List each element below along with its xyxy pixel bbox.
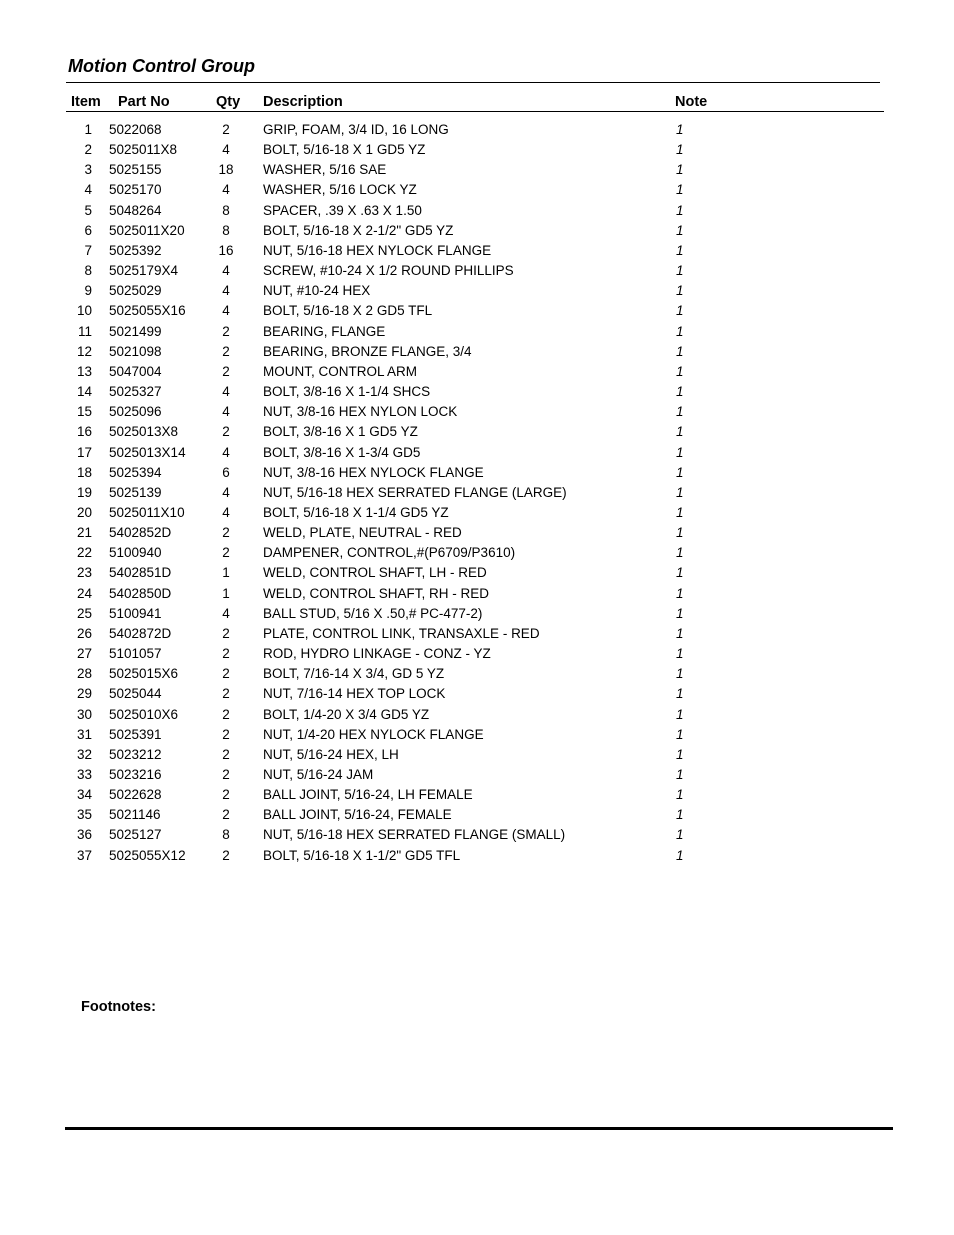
cell-qty: 8: [222, 222, 230, 238]
cell-item: 10: [76, 303, 92, 319]
page-title: Motion Control Group: [68, 56, 255, 76]
cell-qty: 8: [222, 827, 230, 843]
header-divider: [66, 111, 884, 112]
table-row: [0, 664, 954, 684]
cell-qty: 1: [222, 565, 230, 581]
cell-part-no: 5402851D: [109, 565, 172, 581]
cell-item: 4: [84, 182, 92, 198]
header-qty: Qty: [216, 94, 241, 110]
cell-description: SCREW, #10-24 X 1/2 ROUND PHILLIPS: [263, 263, 514, 279]
cell-item: 13: [76, 363, 92, 379]
cell-description: WELD, CONTROL SHAFT, LH - RED: [263, 565, 487, 581]
cell-part-no: 5402872D: [109, 625, 172, 641]
cell-note: 1: [676, 182, 684, 198]
cell-item: 25: [76, 605, 92, 621]
cell-qty: 2: [222, 525, 230, 541]
cell-description: NUT, 5/16-18 HEX SERRATED FLANGE (SMALL): [263, 827, 566, 843]
cell-item: 30: [76, 706, 92, 722]
cell-part-no: 5025013X8: [109, 424, 179, 440]
footnotes-label: Footnotes:: [81, 999, 156, 1015]
table-row: [0, 422, 954, 442]
cell-part-no: 5025096: [109, 404, 162, 420]
table-row: [0, 301, 954, 321]
table-row: [0, 846, 954, 866]
table-row: [0, 180, 954, 200]
cell-note: 1: [676, 625, 684, 641]
table-row: [0, 785, 954, 805]
cell-part-no: 5021098: [109, 343, 162, 359]
cell-qty: 6: [222, 464, 230, 480]
cell-qty: 2: [222, 847, 230, 863]
table-row: [0, 402, 954, 422]
cell-note: 1: [676, 686, 684, 702]
cell-qty: 2: [222, 666, 230, 682]
cell-qty: 2: [222, 545, 230, 561]
cell-item: 36: [76, 827, 92, 843]
table-row: [0, 563, 954, 583]
cell-note: 1: [676, 122, 684, 137]
cell-item: 37: [76, 847, 92, 863]
bottom-divider: [65, 1127, 893, 1130]
title-divider: [66, 82, 880, 83]
cell-part-no: 5025029: [109, 283, 162, 299]
cell-qty: 2: [222, 767, 230, 782]
cell-item: 11: [77, 323, 92, 339]
cell-item: 22: [76, 545, 92, 561]
cell-note: 1: [676, 384, 684, 400]
cell-part-no: 5025327: [109, 384, 162, 400]
cell-qty: 2: [222, 424, 230, 440]
cell-item: 1: [84, 122, 92, 137]
cell-part-no: 5022628: [109, 787, 162, 803]
cell-description: NUT, 5/16-18 HEX SERRATED FLANGE (LARGE): [263, 484, 567, 500]
cell-description: BOLT, 5/16-18 X 2-1/2" GD5 YZ: [263, 222, 454, 238]
cell-item: 18: [76, 464, 92, 480]
cell-qty: 2: [222, 122, 230, 137]
cell-part-no: 5025011X20: [109, 222, 185, 238]
cell-item: 9: [84, 283, 92, 299]
table-row: [0, 140, 954, 160]
cell-part-no: 5025044: [109, 686, 162, 702]
cell-note: 1: [676, 323, 684, 339]
table-row: [0, 201, 954, 221]
cell-note: 1: [676, 142, 684, 158]
cell-description: SPACER, .39 X .63 X 1.50: [263, 202, 422, 218]
cell-note: 1: [676, 767, 684, 782]
table-row: [0, 825, 954, 845]
cell-item: 15: [76, 404, 92, 420]
header-item: Item: [71, 94, 101, 110]
cell-part-no: 5100940: [109, 545, 162, 561]
cell-part-no: 5048264: [109, 202, 162, 218]
cell-note: 1: [676, 343, 684, 359]
header-part-no: Part No: [118, 94, 170, 110]
cell-description: WELD, PLATE, NEUTRAL - RED: [263, 525, 462, 541]
cell-item: 27: [76, 646, 92, 662]
cell-part-no: 5023216: [109, 767, 162, 782]
cell-note: 1: [676, 444, 684, 460]
cell-part-no: 5025015X6: [109, 666, 179, 682]
cell-note: 1: [676, 827, 684, 843]
cell-item: 2: [84, 142, 92, 158]
table-row: [0, 362, 954, 382]
cell-item: 26: [76, 625, 92, 641]
table-row: [0, 382, 954, 402]
cell-part-no: 5402850D: [109, 585, 172, 601]
cell-part-no: 5025055X12: [109, 847, 186, 863]
cell-description: MOUNT, CONTROL ARM: [263, 363, 418, 379]
cell-qty: 2: [222, 686, 230, 702]
cell-part-no: 5025392: [109, 242, 162, 258]
table-row: [0, 503, 954, 523]
cell-description: BOLT, 3/8-16 X 1-1/4 SHCS: [263, 384, 431, 400]
table-row: [0, 624, 954, 644]
cell-description: BOLT, 3/8-16 X 1-3/4 GD5: [263, 444, 421, 460]
cell-note: 1: [676, 242, 684, 258]
table-row: [0, 443, 954, 463]
cell-item: 28: [76, 666, 92, 682]
cell-item: 16: [76, 424, 92, 440]
cell-note: 1: [676, 222, 684, 238]
cell-part-no: 5025055X16: [109, 303, 186, 319]
cell-qty: 2: [222, 363, 230, 379]
cell-qty: 18: [218, 162, 234, 178]
cell-description: BALL JOINT, 5/16-24, FEMALE: [263, 807, 452, 823]
cell-qty: 4: [222, 384, 230, 400]
cell-qty: 16: [218, 242, 234, 258]
cell-note: 1: [676, 726, 684, 742]
cell-part-no: 5021499: [109, 323, 162, 339]
table-row: [0, 120, 954, 140]
cell-qty: 4: [222, 404, 230, 420]
cell-description: NUT, 5/16-24 HEX, LH: [263, 746, 399, 762]
cell-part-no: 5025179X4: [109, 263, 179, 279]
cell-note: 1: [676, 545, 684, 561]
table-row: [0, 705, 954, 725]
cell-qty: 2: [222, 787, 230, 803]
cell-description: BOLT, 3/8-16 X 1 GD5 YZ: [263, 424, 418, 440]
cell-note: 1: [676, 646, 684, 662]
cell-part-no: 5023212: [109, 746, 162, 762]
cell-description: BALL STUD, 5/16 X .50,# PC-477-2): [263, 605, 483, 621]
cell-description: NUT, #10-24 HEX: [263, 283, 371, 299]
cell-description: BALL JOINT, 5/16-24, LH FEMALE: [263, 787, 473, 803]
cell-note: 1: [676, 504, 684, 520]
cell-description: BOLT, 5/16-18 X 1-1/4 GD5 YZ: [263, 504, 449, 520]
table-row: [0, 523, 954, 543]
cell-part-no: 5021146: [109, 807, 161, 823]
cell-part-no: 5100941: [109, 605, 162, 621]
header-description: Description: [263, 94, 343, 110]
cell-description: PLATE, CONTROL LINK, TRANSAXLE - RED: [263, 625, 540, 641]
cell-note: 1: [676, 807, 684, 823]
cell-description: BEARING, BRONZE FLANGE, 3/4: [263, 343, 472, 359]
cell-qty: 4: [222, 444, 230, 460]
cell-description: DAMPENER, CONTROL,#(P6709/P3610): [263, 545, 516, 561]
table-row: [0, 765, 954, 785]
cell-qty: 2: [222, 343, 230, 359]
cell-item: 32: [76, 746, 92, 762]
cell-description: BOLT, 1/4-20 X 3/4 GD5 YZ: [263, 706, 430, 722]
table-row: [0, 281, 954, 301]
cell-note: 1: [676, 847, 684, 863]
cell-qty: 4: [222, 605, 230, 621]
table-row: [0, 463, 954, 483]
cell-part-no: 5022068: [109, 122, 162, 137]
cell-note: 1: [676, 202, 684, 218]
cell-qty: 2: [222, 706, 230, 722]
cell-qty: 2: [222, 726, 230, 742]
cell-note: 1: [676, 283, 684, 299]
cell-note: 1: [676, 162, 684, 178]
cell-note: 1: [676, 605, 684, 621]
cell-description: BOLT, 5/16-18 X 1 GD5 YZ: [263, 142, 426, 158]
cell-item: 34: [76, 787, 92, 803]
table-row: [0, 644, 954, 664]
cell-qty: 4: [222, 303, 230, 319]
cell-description: NUT, 3/8-16 HEX NYLON LOCK: [263, 404, 458, 420]
cell-note: 1: [676, 666, 684, 682]
cell-item: 33: [76, 767, 92, 782]
cell-part-no: 5101057: [109, 646, 162, 662]
table-row: [0, 160, 954, 180]
table-row: [0, 805, 954, 825]
cell-note: 1: [676, 706, 684, 722]
cell-item: 24: [76, 585, 92, 601]
cell-description: NUT, 3/8-16 HEX NYLOCK FLANGE: [263, 464, 484, 480]
cell-description: BOLT, 5/16-18 X 1-1/2" GD5 TFL: [263, 847, 461, 863]
cell-description: GRIP, FOAM, 3/4 ID, 16 LONG: [263, 122, 449, 137]
cell-item: 12: [76, 343, 92, 359]
table-row: [0, 322, 954, 342]
cell-note: 1: [676, 464, 684, 480]
cell-part-no: 5047004: [109, 363, 162, 379]
cell-item: 14: [76, 384, 92, 400]
cell-qty: 4: [222, 142, 230, 158]
cell-description: NUT, 5/16-18 HEX NYLOCK FLANGE: [263, 242, 492, 258]
cell-item: 20: [76, 504, 92, 520]
cell-note: 1: [676, 424, 684, 440]
table-row: [0, 745, 954, 765]
cell-qty: 4: [222, 504, 230, 520]
cell-part-no: 5025010X6: [109, 706, 179, 722]
cell-item: 3: [84, 162, 92, 178]
cell-note: 1: [676, 484, 684, 500]
table-row: [0, 584, 954, 604]
cell-description: NUT, 5/16-24 JAM: [263, 767, 374, 782]
table-row: [0, 483, 954, 503]
parts-list: [0, 120, 954, 866]
cell-item: 17: [76, 444, 92, 460]
table-row: [0, 543, 954, 563]
cell-qty: 1: [222, 585, 230, 601]
cell-qty: 4: [222, 182, 230, 198]
cell-description: WELD, CONTROL SHAFT, RH - RED: [263, 585, 490, 601]
cell-note: 1: [676, 585, 684, 601]
cell-qty: 4: [222, 484, 230, 500]
cell-qty: 2: [222, 807, 230, 823]
cell-description: NUT, 7/16-14 HEX TOP LOCK: [263, 686, 446, 702]
cell-note: 1: [676, 525, 684, 541]
cell-part-no: 5025011X10: [109, 504, 185, 520]
cell-note: 1: [676, 746, 684, 762]
cell-qty: 4: [222, 263, 230, 279]
cell-part-no: 5025127: [109, 827, 162, 843]
cell-part-no: 5402852D: [109, 525, 172, 541]
table-row: [0, 241, 954, 261]
table-row: [0, 684, 954, 704]
cell-item: 7: [84, 242, 92, 258]
table-row: [0, 221, 954, 241]
cell-item: 29: [76, 686, 92, 702]
cell-note: 1: [676, 303, 684, 319]
cell-part-no: 5025013X14: [109, 444, 186, 460]
cell-description: BEARING, FLANGE: [263, 323, 386, 339]
cell-part-no: 5025011X8: [109, 142, 178, 158]
cell-description: WASHER, 5/16 SAE: [263, 162, 387, 178]
cell-qty: 2: [222, 323, 230, 339]
cell-item: 23: [76, 565, 92, 581]
cell-description: NUT, 1/4-20 HEX NYLOCK FLANGE: [263, 726, 484, 742]
table-row: [0, 725, 954, 745]
header-note: Note: [675, 94, 708, 110]
cell-note: 1: [676, 787, 684, 803]
cell-item: 5: [84, 202, 92, 218]
cell-item: 8: [84, 263, 92, 279]
table-row: [0, 261, 954, 281]
cell-item: 31: [76, 726, 92, 742]
cell-description: WASHER, 5/16 LOCK YZ: [263, 182, 417, 198]
cell-item: 21: [76, 525, 92, 541]
cell-note: 1: [676, 363, 684, 379]
cell-qty: 2: [222, 746, 230, 762]
cell-qty: 8: [222, 202, 230, 218]
cell-item: 35: [76, 807, 92, 823]
cell-description: BOLT, 5/16-18 X 2 GD5 TFL: [263, 303, 433, 319]
table-row: [0, 342, 954, 362]
cell-part-no: 5025155: [109, 162, 162, 178]
cell-description: ROD, HYDRO LINKAGE - CONZ - YZ: [263, 646, 491, 662]
cell-part-no: 5025391: [109, 726, 162, 742]
cell-note: 1: [676, 404, 684, 420]
cell-part-no: 5025170: [109, 182, 162, 198]
cell-part-no: 5025394: [109, 464, 162, 480]
cell-qty: 2: [222, 625, 230, 641]
table-row: [0, 604, 954, 624]
cell-item: 6: [84, 222, 92, 238]
cell-qty: 4: [222, 283, 230, 299]
cell-part-no: 5025139: [109, 484, 162, 500]
cell-description: BOLT, 7/16-14 X 3/4, GD 5 YZ: [263, 666, 445, 682]
table-header: [0, 94, 954, 112]
cell-note: 1: [676, 565, 684, 581]
cell-item: 19: [76, 484, 92, 500]
cell-qty: 2: [222, 646, 230, 662]
cell-note: 1: [676, 263, 684, 279]
